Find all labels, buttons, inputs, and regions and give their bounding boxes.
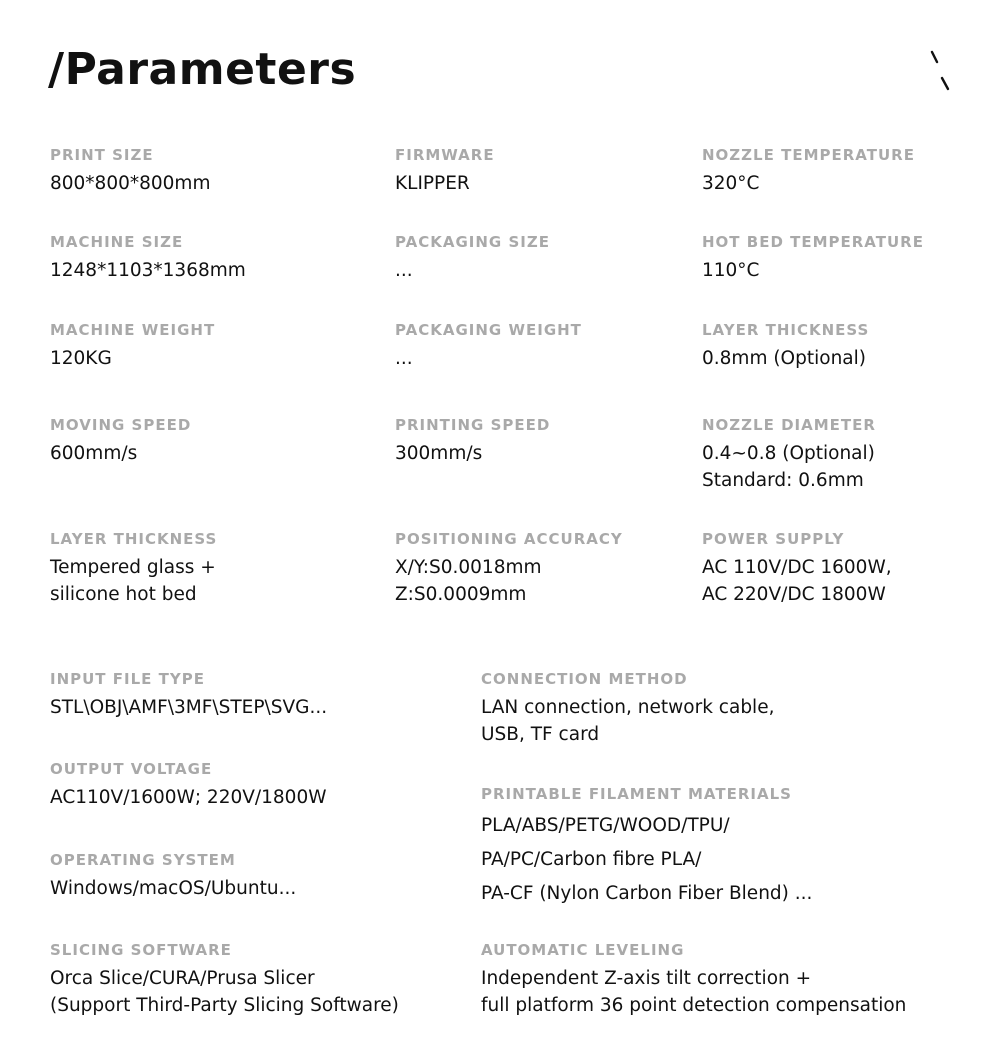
param-label: MACHINE WEIGHT [50, 321, 216, 339]
param-value [702, 257, 924, 284]
param-label: OUTPUT VOLTAGE [50, 760, 213, 778]
param-value-line: 0.4~0.8 (Optional) [702, 443, 875, 464]
param-value-line: Z:S0.0009mm [395, 584, 527, 605]
param-label: INPUT FILE TYPE [50, 670, 205, 688]
param-slicing-software [50, 941, 399, 1019]
param-label: PRINTABLE FILAMENT MATERIALS [481, 785, 792, 803]
param-value-line: PA/PC/Carbon fibre PLA/ [481, 849, 702, 870]
param-value-line: 800*800*800mm [50, 173, 211, 194]
param-output-voltage [50, 760, 327, 811]
param-connection-method [481, 670, 774, 748]
param-value-line: AC110V/1600W; 220V/1800W [50, 787, 327, 808]
param-positioning-accuracy [395, 530, 623, 608]
param-label: PRINT SIZE [50, 146, 154, 164]
param-value-line: 320°C [702, 173, 760, 194]
param-label: PACKAGING SIZE [395, 233, 550, 251]
param-value [395, 440, 550, 467]
param-value-line: X/Y:S0.0018mm [395, 557, 542, 578]
param-power-supply [702, 530, 892, 608]
param-operating-system [50, 851, 296, 902]
param-value-line: PLA/ABS/PETG/WOOD/TPU/ [481, 815, 730, 836]
param-value [50, 965, 399, 1019]
param-label: NOZZLE DIAMETER [702, 416, 876, 434]
param-value [50, 875, 296, 902]
param-layer-thickness [702, 321, 869, 372]
param-value-line: Tempered glass + [50, 557, 216, 578]
param-value-line: LAN connection, network cable, [481, 697, 775, 718]
param-label: PRINTING SPEED [395, 416, 551, 434]
param-value [50, 345, 215, 372]
param-value [702, 170, 915, 197]
param-value-line: ... [395, 260, 413, 281]
param-value [702, 345, 869, 372]
param-value [395, 257, 550, 284]
param-value-line: KLIPPER [395, 173, 470, 194]
param-value-line: (Support Third-Party Slicing Software) [50, 995, 399, 1016]
backslash-mark-icon [922, 46, 958, 96]
param-value-line: full platform 36 point detection compensation [481, 995, 907, 1016]
param-value [481, 694, 774, 748]
param-value-line: PA-CF (Nylon Carbon Fiber Blend) ... [481, 883, 813, 904]
param-label: POWER SUPPLY [702, 530, 845, 548]
param-label: MACHINE SIZE [50, 233, 184, 251]
param-label: CONNECTION METHOD [481, 670, 688, 688]
param-value-line: 1248*1103*1368mm [50, 260, 246, 281]
param-value-line: Independent Z-axis tilt correction + [481, 968, 812, 989]
page-title: /Parameters [48, 44, 357, 95]
param-value [395, 554, 623, 608]
param-label: POSITIONING ACCURACY [395, 530, 623, 548]
param-value [50, 554, 217, 608]
param-packaging-weight [395, 321, 582, 372]
param-value-line: silicone hot bed [50, 584, 197, 605]
param-packaging-size [395, 233, 550, 284]
param-value-line: Standard: 0.6mm [702, 470, 864, 491]
param-label: NOZZLE TEMPERATURE [702, 146, 915, 164]
param-label: LAYER THICKNESS [50, 530, 218, 548]
param-value-line: AC 110V/DC 1600W, [702, 557, 892, 578]
param-label: PACKAGING WEIGHT [395, 321, 582, 339]
param-printable-filament-materials [481, 785, 812, 911]
param-input-file-type [50, 670, 327, 721]
param-value-line: 0.8mm (Optional) [702, 348, 866, 369]
param-value [50, 170, 210, 197]
param-value [395, 345, 582, 372]
param-value [50, 257, 246, 284]
param-nozzle-temperature [702, 146, 915, 197]
param-nozzle-diameter [702, 416, 876, 494]
param-value [702, 554, 892, 608]
param-value-line: STL\OBJ\AMF\3MF\STEP\SVG... [50, 697, 328, 718]
param-value-line: USB, TF card [481, 724, 600, 745]
param-printing-speed [395, 416, 550, 467]
param-value [50, 784, 327, 811]
param-print-size [50, 146, 210, 197]
param-value-line: 110°C [702, 260, 760, 281]
param-layer-thickness-bed [50, 530, 217, 608]
param-label: SLICING SOFTWARE [50, 941, 232, 959]
param-value-line: ... [395, 348, 413, 369]
param-hot-bed-temperature [702, 233, 924, 284]
param-value [50, 694, 327, 721]
param-value-line: 120KG [50, 348, 112, 369]
param-value-line: Windows/macOS/Ubuntu... [50, 878, 297, 899]
param-label: FIRMWARE [395, 146, 495, 164]
param-label: OPERATING SYSTEM [50, 851, 236, 869]
param-label: AUTOMATIC LEVELING [481, 941, 685, 959]
param-moving-speed [50, 416, 191, 467]
param-value [481, 965, 906, 1019]
param-automatic-leveling [481, 941, 906, 1019]
param-value [50, 440, 191, 467]
param-machine-size [50, 233, 246, 284]
param-value [395, 170, 495, 197]
param-firmware [395, 146, 495, 197]
param-value-line: 300mm/s [395, 443, 483, 464]
param-label: MOVING SPEED [50, 416, 192, 434]
param-value [481, 809, 812, 911]
param-value-line: Orca Slice/CURA/Prusa Slicer [50, 968, 315, 989]
param-value-line: AC 220V/DC 1800W [702, 584, 886, 605]
param-label: HOT BED TEMPERATURE [702, 233, 924, 251]
param-label: LAYER THICKNESS [702, 321, 870, 339]
param-value-line: 600mm/s [50, 443, 138, 464]
param-value [702, 440, 876, 494]
param-machine-weight [50, 321, 215, 372]
